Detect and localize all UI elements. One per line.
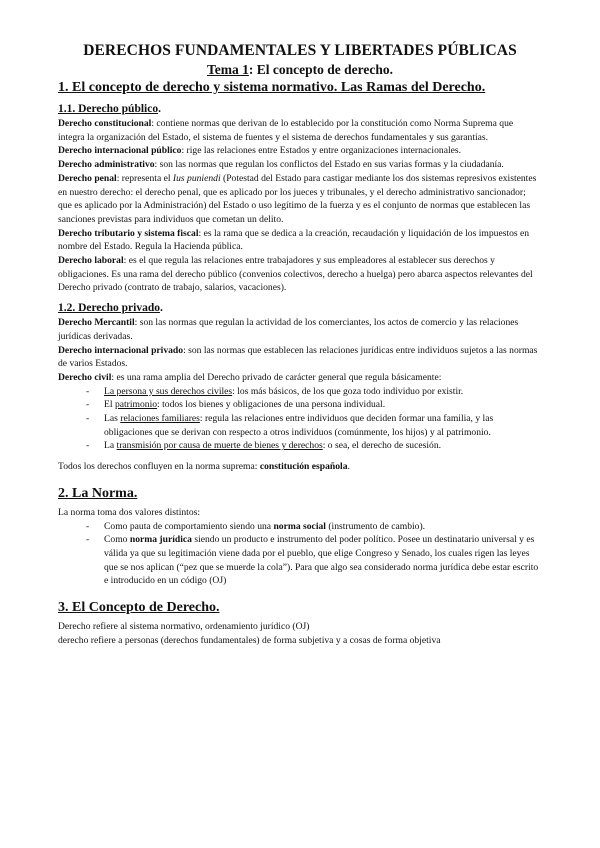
paragraph-derecho-internacional-privado: Derecho internacional privado: son las normas que establecen las relaciones jurídicas entre individuos sujetos a las normas de varios Estados. [58, 344, 538, 370]
list-item: - Como norma jurídica siendo un producto e instrumento del poder político. Posee un destinatario universal y es válida ya que su legitimación viene dada por el pueblo, que elige Congreso y Senado, los cuales rigen las leyes que se nos aplican (“pez que se muerde la cola”). Para que algo sea considerado norma jurídica debe estar escrito e introducido en un código (OJ) [86, 533, 542, 588]
paragraph-derecho-laboral: Derecho laboral: es el que regula las relaciones entre trabajadores y sus empleadores al establecer sus derechos y obligaciones. Es una rama del derecho público (convenios colectivos, derecho a huelga) pero abarca aspectos relevantes del Derecho privado (contrato de trabajo, salarios, vacaciones). [58, 255, 533, 294]
section1-heading: 1. El concepto de derecho y sistema normativo. Las Ramas del Derecho. [58, 80, 486, 95]
list-item: - Como pauta de comportamiento siendo una norma social (instrumento de cambio). [86, 520, 542, 534]
paragraph-derecho-civil: Derecho civil: es una rama amplia del Derecho privado de carácter general que regula básicamente: [58, 371, 442, 383]
sub1-heading: 1.1. Derecho público. [58, 103, 161, 115]
list-item: - El patrimonio: todos los bienes y obligaciones de una persona individual. [86, 398, 542, 412]
closing-paragraph: Todos los derechos confluyen en la norma suprema: constitución española. [58, 461, 350, 473]
list-item: - Las relaciones familiares: regula las relaciones entre individuos que deciden formar una familia, y las obligaciones que se derivan con respecto a otros individuos (comúnmente, los hijos) y al patrimonio. [86, 412, 542, 439]
sub2-heading: 1.2. Derecho privado. [58, 302, 163, 315]
paragraph-derecho-penal: Derecho penal: representa el Ius puniendi (Potestad del Estado para castigar mediante los dos sistemas represivos existentes en nuestro derecho: el derecho penal, que es aplicado por los jueces y tribunales, y el derecho administrativo sancionador; que es aplicado por la Administración) del Estado o uso legítimo de la fuerza y es el conjunto de normas que establecen las sanciones previstas para individuos que cometan un delito. [58, 172, 537, 225]
list-item: - La transmisión por causa de muerte de bienes y derechos: o sea, el derecho de sucesión. [86, 439, 542, 453]
section3-line-1: Derecho refiere al sistema normativo, ordenamiento jurídico (OJ) [58, 621, 310, 633]
derecho-civil-list [58, 385, 542, 454]
document-title: DERECHOS FUNDAMENTALES Y LIBERTADES PÚBLICAS [83, 42, 517, 59]
paragraph-derecho-constitucional: Derecho constitucional: contiene normas que derivan de lo establecido por la constitución como Norma Suprema que integra la organización del Estado, el sistema de fuentes y el sistema de derechos fundamentales y sus garantías. [58, 118, 514, 143]
paragraph-derecho-mercantil: Derecho Mercantil: son las normas que regulan la actividad de los comerciantes, los actos de comercio y las relaciones jurídicas derivadas. [58, 317, 519, 342]
paragraph-derecho-administrativo: Derecho administrativo: son las normas que regulan los conflictos del Estado en sus varias formas y la ciudadanía. [58, 159, 504, 171]
paragraph-derecho-tributario: Derecho tributario y sistema fiscal: es la rama que se dedica a la creación, recaudación y liquidación de los impuestos en nombre del Estado. Regula la Hacienda pública. [58, 227, 530, 253]
list-item: - La persona y sus derechos civiles: los más básicos, de los que goza todo individuo por existir. [86, 385, 542, 399]
section3-heading: 3. El Concepto de Derecho. [58, 600, 220, 616]
section2-intro: La norma toma dos valores distintos: [58, 506, 201, 518]
section3-line-2: derecho refiere a personas (derechos fundamentales) de forma subjetiva y a cosas de forma objetiva [58, 634, 441, 646]
tema-heading [58, 62, 542, 78]
paragraph-derecho-internacional-publico: Derecho internacional público: rige las relaciones entre Estados y entre organizaciones internacionales. [58, 145, 462, 157]
tema-label: Tema 1 [207, 62, 249, 77]
tema-rest: : El concepto de derecho. [248, 62, 393, 77]
section2-heading: 2. La Norma. [58, 485, 138, 501]
norma-list [58, 520, 542, 589]
